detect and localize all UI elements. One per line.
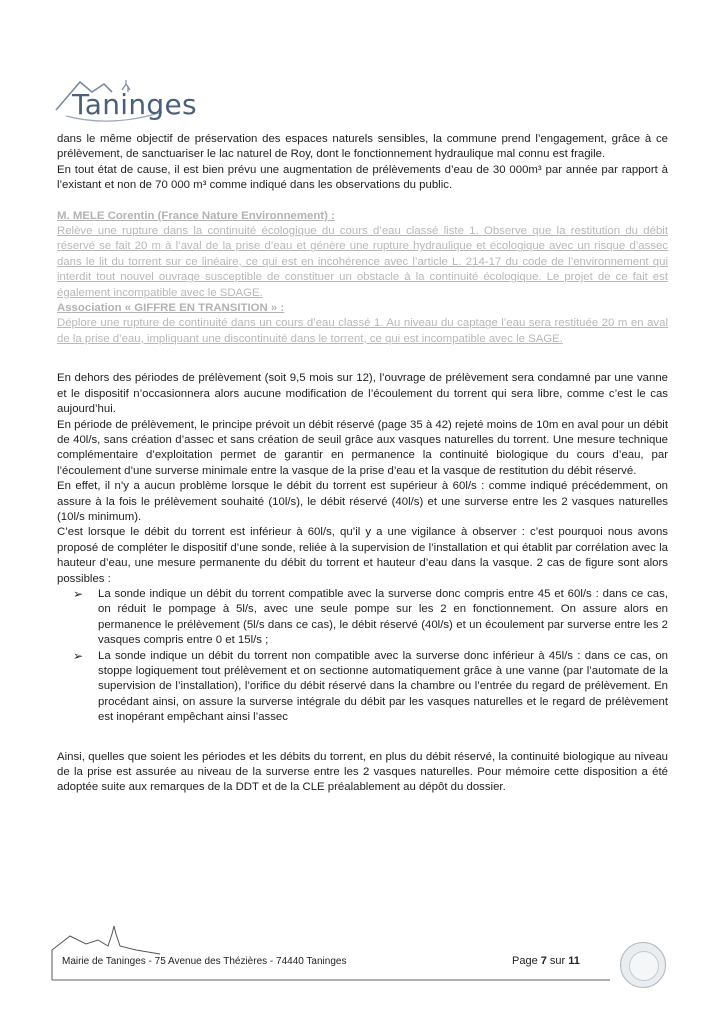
list-item [57, 587, 668, 649]
page-current: 7 [540, 955, 547, 967]
municipal-seal-icon [620, 942, 666, 988]
taninges-logo [52, 66, 197, 130]
list-item [57, 649, 668, 726]
public-observations [57, 209, 668, 348]
footer-address: Mairie de Taninges - 75 Avenue des Thézières - 74440 Taninges [62, 956, 347, 967]
paragraph: dans le même objectif de préservation des espaces naturels sensibles, la commune prend l’engagement, grâce à ce prélèvement, de sanctuariser le lac naturel de Roy, dont le fonctionnement hydraulique mal connu est fragile. [57, 133, 668, 161]
observation-text: Relève une rupture dans la continuité écologique du cours d’eau classé liste 1. Observe que la restitution du débit réservé se fait 20 m à l’aval de la prise d’eau et génère une rupture hydraulique et écologique avec un risque d’assec dans le lit du torrent sur ce linéaire, ce qui est en incohérence avec l’article L. 214-17 du code de l’environnement qui interdit tout nouvel ouvrage susceptible de constituer un obstacle à la continuité écologique. Le projet de ce fait est également incompatible avec le SDAGE. [57, 225, 668, 299]
arrow-bullet-icon: ➢ [73, 586, 84, 601]
page-label: Page [512, 955, 541, 967]
observation-author: M. MELE Corentin (France Nature Environnement) : [57, 209, 335, 222]
paragraph: En période de prélèvement, le principe prévoit un débit réservé (page 35 à 42) rejeté moins de 10m en aval pour un débit de 40l/s, sans création d’assec et sans création de seuil grâce aux vasques naturelles du torrent. Une mesure technique complémentaire d’exploitation permet de garantir en permanence la continuité biologique du cours d’eau, par l’écoulement d’une surverse minimale entre la vasque de la prise d’eau et la vasque de restitution du débit réservé. [57, 418, 668, 477]
observation-author: Association « GIFFRE EN TRANSITION » : [57, 302, 285, 315]
paragraph: En effet, il n’y a aucun problème lorsque le débit du torrent est supérieur à 60l/s : comme indiqué précédemment, on assure à la fois le prélèvement souhaité (10l/s), le débit réservé (40l/s) et une surverse entre les 2 vasques naturelles (10l/s minimum). [57, 480, 668, 523]
page-total: 11 [568, 955, 580, 967]
paragraph: C’est lorsque le débit du torrent est inférieur à 60l/s, qu’il y a une vigilance à observer : c’est pourquoi nous avons proposé de compléter le dispositif d’une sonde, reliée à la supervision de l’installation et qui établit par corrélation avec la hauteur d’eau, une mesure permanente du débit du torrent et hauteur d’eau dans la vasque. 2 cas de figure sont alors possibles : [57, 526, 668, 585]
paragraph: En tout état de cause, il est bien prévu une augmentation de prélèvements d’eau de 30 000m³ par année par rapport à l’existant et non de 70 000 m³ comme indiqué dans les observations du public. [57, 163, 668, 192]
list-item-text: La sonde indique un débit du torrent non compatible avec la surverse donc inférieur à 45l/s : dans ce cas, on stoppe logiquement tout prélèvement et on sectionne automatiquement grâce à une vanne (par l’automate de la supervision de l’installation), l’orifice du débit réservé dans la chambre ou l’entrée du regard de prélèvement. En procédant ainsi, on assure la surverse intégrale du débit par les vasques naturelles et le regard de prélèvement est inopérant empêchant ainsi l’assec [98, 649, 668, 724]
paragraph: Ainsi, quelles que soient les périodes et les débits du torrent, en plus du débit réservé, la continuité biologique au niveau de la prise est assurée au niveau de la surverse entre les 2 vasques naturelles. Pour mémoire cette disposition a été adoptée suite aux remarques de la DDT et de la CLE préalablement au dépôt du dossier. [57, 750, 668, 794]
observation-text: Déplore une rupture de continuité dans un cours d’eau classé 1. Au niveau du captage l’eau sera restituée 20 m en aval de la prise d’eau, impliquant une discontinuité dans le torrent, ce qui est incompatible avec le SAGE. [57, 317, 668, 345]
bullet-list [57, 587, 668, 726]
paragraph: En dehors des périodes de prélèvement (soit 9,5 mois sur 12), l’ouvrage de prélèvement sera condamné par une vanne et le dispositif n’occasionnera alors aucune modification de l’écoulement du torrent qui sera libre, comme c’est le cas aujourd’hui. [57, 372, 668, 416]
village-outline-icon [50, 920, 680, 990]
document-body [57, 132, 668, 796]
logo-text: Taninges [72, 88, 197, 121]
arrow-bullet-icon: ➢ [73, 648, 84, 663]
list-item-text: La sonde indique un débit du torrent compatible avec la surverse donc compris entre 45 et 60l/s : dans ce cas, on réduit le pompage à 5l/s, avec une seule pompe sur les 2 en fonctionnement. On assure alors en permanence le prélèvement (5l/s dans ce cas), le débit réservé (40l/s) et un écoulement par surverse entre les 2 vasques compris entre 0 et 15l/s ; [98, 587, 668, 647]
page-number [512, 955, 580, 967]
page-separator: sur [546, 955, 569, 967]
page-footer [50, 920, 680, 990]
